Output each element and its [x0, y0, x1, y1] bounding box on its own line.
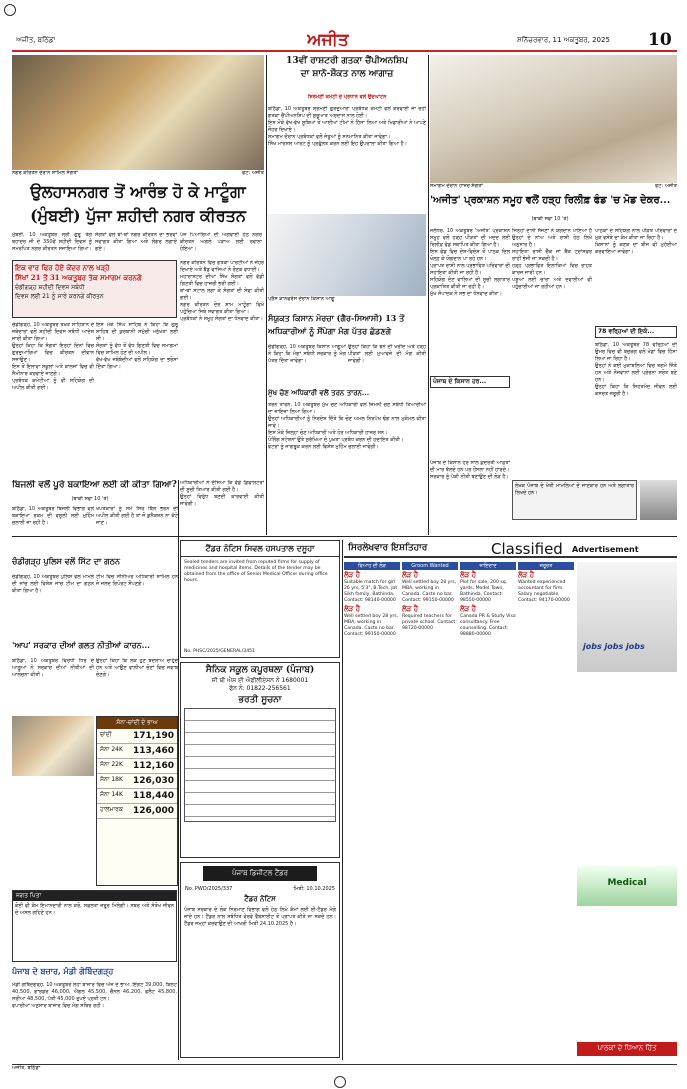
gold-rate-row — [97, 759, 177, 774]
gold-rate-label: ਚਾਂਦੀ — [100, 731, 112, 738]
cls-ad: Suitable match for girl 26 yrs, 5'3", B.Tech, Jat Sikh family, Bathinda. Contact: 98140-00000 — [344, 580, 398, 603]
page-number: 10 — [648, 30, 672, 50]
procession-photo — [12, 55, 264, 170]
gold-rate-row — [97, 744, 177, 759]
left-body-b: ਸੰਗਤਾਂ ਵਲੋਂ ਥਾਂ-ਥਾਂ ਨਗਰ ਕੀਰਤਨ ਦਾ ਭਰਵਾਂ ਸਵਾਗਤ ਕੀਤਾ ਗਿਆ ਅਤੇ ਲੰਗਰ ਲਗਾਏ ਗਏ। — [95, 232, 177, 252]
right-col-3b: ਬਠਿੰਡਾ, 10 ਅਕਤੂਬਰ 78 ਵਰ੍ਹਿਆਂ ਦੀ ਉਮਰ ਵਿਚ ਵੀ ਬਜ਼ੁਰਗ ਵਲੋਂ ਖੇਡਾਂ ਵਿਚ ਹਿੱਸਾ ਲਿਆ ਜਾ ਰਿਹਾ ਹੈ। ਉਨ੍ਹਾਂ ਨੇ ਕਈ ਮੁਕਾਬਲਿਆਂ ਵਿਚ ਤਗਮੇ ਜਿੱਤੇ ਹਨ ਅਤੇ ਨੌਜਵਾਨਾਂ ਲਈ ਪ੍ਰੇਰਨਾ ਸਰੋਤ ਬਣੇ ਹਨ। ਉਨ੍ਹਾਂ ਕਿਹਾ ਕਿ ਸਿਹਤਮੰਦ ਜੀਵਨ ਲਈ ਕਸਰਤ ਜ਼ਰੂਰੀ ਹੈ। — [595, 342, 677, 397]
headline-line1: 13ਵੀਂ ਰਾਸ਼ਟਰੀ ਗਤਕਾ ਚੈਂਪੀਅਨਸ਼ਿਪ — [286, 56, 408, 66]
headline-line2: ਦਾ ਸ਼ਾਨੋ-ਸ਼ੌਕਤ ਨਾਲ ਆਗਾਜ਼ — [300, 69, 394, 79]
gold-rate-label: ਸੋਨਾ 24K — [100, 746, 123, 753]
press-photo — [268, 214, 426, 296]
cls-tag: ਲੋੜ ਹੈ — [460, 570, 477, 579]
small-head-kisan: ਪੰਜਾਬ ਦੇ ਕਿਸਾਨ ਹਰ... — [430, 376, 510, 388]
registration-mark — [4, 4, 16, 16]
small-head-78: 78 ਵਰ੍ਹਿਆਂ ਦੀ ਇਕੋ... — [595, 326, 677, 338]
classified-english-title: Classified — [491, 540, 563, 558]
gold-rate-value: 113,460 — [133, 746, 174, 756]
cls-ad: Plot for sale, 200 sq. yards, Model Town, Bathinda. Contact: 98550-00000 — [460, 580, 508, 603]
photo-caption — [12, 170, 264, 178]
left-col-1: ਚੰਡੀਗੜ੍ਹ, 10 ਅਕਤੂਬਰ ਤਖ਼ਤ ਸਾਹਿਬਾਨ ਦੇ ਜਥੇਦਾਰਾਂ ਵਲੋਂ ਸ਼ਹੀਦੀ ਦਿਵਸ ਸਬੰਧੀ ਆਦੇਸ਼ ਜਾਰੀ ਕੀਤਾ ਗਿਆ। ਉਨ੍ਹਾਂ ਕਿਹਾ ਕਿ ਸੰਗਤਾਂ ਇਨ੍ਹਾਂ ਦਿਨਾਂ ਵਿਚ ਗੁਰਦੁਆਰਿਆਂ ਵਿਚ ਕੀਰਤਨ ਦੀਵਾਨ ਸਜਾਉਣ। ਇਸ ਤੋਂ ਇਲਾਵਾ ਸਕੂਲਾਂ ਅਤੇ ਕਾਲਜਾਂ ਵਿਚ ਵੀ ਸੈਮੀਨਾਰ ਕਰਵਾਏ ਜਾਣਗੇ। ਪ੍ਰਬੰਧਕ ਕਮੇਟੀਆਂ ਨੂੰ ਵੀ ਸਹਿਯੋਗ ਦੀ ਅਪੀਲ ਕੀਤੀ ਗਈ। — [12, 322, 94, 391]
jagat-pita-box: ਜਗਤ ਪਿਤਾ ਕੋਈ ਵੀ ਕੰਮ ਇਮਾਨਦਾਰੀ ਨਾਲ ਕਰੋ, ਸਫਲਤਾ ਜ਼ਰੂਰ ਮਿਲੇਗੀ। ਸਬਰ ਅਤੇ ਸੰਤੋਖ ਜੀਵਨ ਦੇ ਅਸਲ ਗਹਿਣੇ ਹਨ। — [12, 890, 177, 962]
column-rule — [178, 480, 179, 1060]
caption-text: ਸਮਾਗਮ ਦੌਰਾਨ ਹਾਜ਼ਰ ਸੰਗਤਾਂ — [430, 183, 483, 189]
jobs-logo: jobs jobs jobs — [583, 642, 645, 651]
col-head: Groom Wanted — [402, 562, 458, 570]
classified-english-sub: Advertisement — [572, 545, 639, 554]
gold-rate-label: ਸੋਨਾ 22K — [100, 761, 123, 768]
left-col-2: ਇਸ ਮੌਕੇ ਸਿੰਘ ਸਾਹਿਬ ਨੇ ਕਿਹਾ ਕਿ ਗੁਰੂ ਸਾਹਿਬ ਦੀ ਕੁਰਬਾਨੀ ਸਮੁੱਚੀ ਮਨੁੱਖਤਾ ਲਈ ਸੀ। ਸੰਗਤਾਂ ਨੂੰ ਵੱਧ ਤੋਂ ਵੱਧ ਗਿਣਤੀ ਵਿਚ ਸਮਾਗਮਾਂ ਵਿਚ ਸ਼ਾਮਿਲ ਹੋਣ ਦੀ ਅਪੀਲ। ਵੱਖ-ਵੱਖ ਜਥੇਬੰਦੀਆਂ ਵਲੋਂ ਸਹਿਯੋਗ ਦਾ ਭਰੋਸਾ ਦਿੱਤਾ ਗਿਆ। — [96, 322, 178, 370]
right-photo-caption — [430, 183, 677, 191]
gold-rate-label: ਸੋਨਾ 14K — [100, 791, 123, 798]
classified-header — [344, 540, 677, 558]
bijli-body-a: ਬਠਿੰਡਾ, 10 ਅਕਤੂਬਰ ਬਿਜਲੀ ਵਿਭਾਗ ਵਲੋਂ ਬਕਾਇਆ ਰਕਮ ਦੀ ਵਸੂਲੀ ਲਈ ਮੁਹਿੰਮ ਚਲਾਈ ਜਾ ਰਹੀ ਹੈ। — [12, 506, 94, 526]
farmers-body-a: ਚੰਡੀਗੜ੍ਹ, 10 ਅਕਤੂਬਰ ਕਿਸਾਨ ਆਗੂਆਂ ਨੇ ਕਿਹਾ ਕਿ ਮੰਗਾਂ ਸਬੰਧੀ ਸਰਕਾਰ ਨੂੰ ਮੰਗ ਪੱਤਰ ਦਿੱਤਾ ਜਾਵੇਗਾ। — [268, 344, 346, 364]
gold-rate-row — [97, 789, 177, 804]
cls-ad: Well settled boy 28 yrs, MBA, working in Canada. Caste no bar. Contact: 99150-00000 — [402, 580, 457, 603]
column-rule — [428, 55, 429, 535]
headline-line1: ਸੰਯੁਕਤ ਕਿਸਾਨ ਮੋਰਚਾ (ਗੈਰ-ਸਿਆਸੀ) 13 ਤੋਂ — [268, 313, 405, 323]
gold-box-title: ਸੋਨਾ-ਚਾਂਦੀ ਦੇ ਭਾਅ — [97, 717, 177, 729]
classified-col-2 — [402, 562, 458, 1042]
box-title: ਜਗਤ ਪਿਤਾ — [13, 891, 176, 901]
gold-rate-row — [97, 804, 177, 819]
small-head-aap: 'ਆਪ' ਸਰਕਾਰ ਦੀਆਂ ਗਲਤ ਨੀਤੀਆਂ ਕਾਰਨ... — [12, 640, 150, 650]
digital-footer: ਟੈਂਡਰ ਨੋਟਿਸ — [244, 894, 276, 903]
tender-ref: No. PHSC/2025/GENERAL/3451 — [184, 649, 255, 654]
column-rule — [266, 55, 267, 535]
section-label: ਅਜੀਤ, ਬਠਿੰਡਾ — [16, 36, 56, 44]
center-headline — [268, 55, 426, 93]
school-section: ਭਰਤੀ ਸੂਚਨਾ — [238, 695, 282, 705]
right-col-3: ਪਾਠਕਾਂ ਦੇ ਸਹਿਯੋਗ ਨਾਲ ਪੀੜਤ ਪਰਿਵਾਰਾਂ ਦੇ ਮੁੜ ਵਸੇਬੇ ਦਾ ਕੰਮ ਕੀਤਾ ਜਾ ਰਿਹਾ ਹੈ। ਕਿਸਾਨਾਂ ਨੂੰ ਕਣਕ ਦਾ ਬੀਜ ਵੀ ਮੁਹੱਈਆ ਕਰਵਾਇਆ ਜਾਵੇਗਾ। — [595, 228, 677, 255]
medical-label: Medical — [607, 878, 647, 888]
press-caption: ਪ੍ਰੈਸ ਕਾਨਫਰੰਸ ਦੌਰਾਨ ਕਿਸਾਨ ਆਗੂ — [268, 296, 335, 302]
school-ad — [180, 662, 340, 858]
credit-text: ਫੋਟੋ: ਅਜੀਤ — [241, 170, 264, 176]
center-subhead: ਸ਼ਿਰੋਮਣੀ ਕਮੇਟੀ ਦੇ ਪ੍ਰਧਾਨ ਵਲੋਂ ਉਦਘਾਟਨ — [307, 94, 387, 100]
cls-tag: ਲੋੜ ਹੈ — [402, 570, 419, 579]
row-rule — [12, 536, 677, 537]
digital-ref: No. PWD/2025/337 — [185, 886, 233, 892]
gathering-photo — [430, 55, 677, 183]
right-col-1: ਜਲੰਧਰ, 10 ਅਕਤੂਬਰ 'ਅਜੀਤ' ਪ੍ਰਕਾਸ਼ਨ ਸਮੂਹ ਵਲੋਂ ਹੜ੍ਹ ਪੀੜਤਾਂ ਦੀ ਮਦਦ ਲਈ ਰਿਲੀਫ਼ ਫੰਡ ਸਥਾਪਿਤ ਕੀਤਾ ਗਿਆ ਹੈ। ਇਸ ਫੰਡ ਵਿਚ ਦੇਸ਼-ਵਿਦੇਸ਼ ਤੋਂ ਪਾਠਕ ਦਿਲ ਖੋਲ੍ਹ ਕੇ ਯੋਗਦਾਨ ਪਾ ਰਹੇ ਹਨ। ਪ੍ਰਾਪਤ ਰਾਸ਼ੀ ਨਾਲ ਪ੍ਰਭਾਵਿਤ ਪਰਿਵਾਰਾਂ ਦੀ ਸਹਾਇਤਾ ਕੀਤੀ ਜਾ ਰਹੀ ਹੈ। ਸਹਿਯੋਗ ਦੇਣ ਵਾਲਿਆਂ ਦੀ ਸੂਚੀ ਲਗਾਤਾਰ ਪ੍ਰਕਾਸ਼ਿਤ ਕੀਤੀ ਜਾ ਰਹੀ ਹੈ। ਮੁੱਖ ਸੰਪਾਦਕ ਨੇ ਸਭ ਦਾ ਧੰਨਵਾਦ ਕੀਤਾ। — [430, 228, 510, 297]
recruitment-table — [184, 708, 336, 822]
columnist-box: ਲੇਖਕ ਪੰਜਾਬ ਦੇ ਖੇਤੀ ਮਾਮਲਿਆਂ ਦੇ ਜਾਣਕਾਰ ਹਨ ਅਤੇ ਲਗਾਤਾਰ ਲਿਖਦੇ ਹਨ। — [512, 480, 637, 520]
farmers-body-b: ਉਨ੍ਹਾਂ ਕਿਹਾ ਕਿ ਝੋਨੇ ਦੀ ਖਰੀਦ ਅਤੇ ਹੜ੍ਹ ਪੀੜਤਾਂ ਲਈ ਮੁਆਵਜ਼ੇ ਦੀ ਮੰਗ ਕੀਤੀ ਜਾਵੇਗੀ। — [348, 344, 426, 364]
headline-line2: (ਮੁੰਬਈ) ਪੁੱਜਾ ਸ਼ਹੀਦੀ ਨਗਰ ਕੀਰਤਨ — [30, 206, 246, 225]
gold-rate-value: 112,160 — [133, 761, 174, 771]
center-lower-body: ਤਰਨ ਤਾਰਨ, 10 ਅਕਤੂਬਰ ਮੁੱਖ ਚੋਣ ਅਧਿਕਾਰੀ ਵਲੋਂ ਜ਼ਿਮਨੀ ਚੋਣ ਸਬੰਧੀ ਤਿਆਰੀਆਂ ਦਾ ਜਾਇਜ਼ਾ ਲਿਆ ਗਿਆ। ਉਨ੍ਹਾਂ ਅਧਿਕਾਰੀਆਂ ਨੂੰ ਨਿਰਦੇਸ਼ ਦਿੱਤੇ ਕਿ ਚੋਣ ਅਮਲ ਨਿਰਪੱਖ ਢੰਗ ਨਾਲ ਮੁਕੰਮਲ ਕੀਤਾ ਜਾਵੇ। ਇਸ ਮੌਕੇ ਜ਼ਿਲ੍ਹਾ ਚੋਣ ਅਧਿਕਾਰੀ ਅਤੇ ਹੋਰ ਅਧਿਕਾਰੀ ਹਾਜ਼ਰ ਸਨ। ਪੋਲਿੰਗ ਸਟੇਸ਼ਨਾਂ ਉਤੇ ਸੁਰੱਖਿਆ ਦੇ ਪੁਖ਼ਤਾ ਪ੍ਰਬੰਧ ਕਰਨ ਦੀ ਹਦਾਇਤ ਕੀਤੀ। ਵੋਟਰਾਂ ਨੂੰ ਜਾਗਰੂਕ ਕਰਨ ਲਈ ਵਿਸ਼ੇਸ਼ ਮੁਹਿੰਮ ਚਲਾਈ ਜਾਵੇਗੀ। — [268, 402, 426, 450]
caption-text: ਨਗਰ ਕੀਰਤਨ ਦੌਰਾਨ ਸ਼ਾਮਿਲ ਸੰਗਤਾਂ — [12, 170, 78, 176]
tender-body: Sealed tenders are invited from reputed firms for supply of medicines and hospital items. Details of the tender may be obtained from the office of Senior Medical Officer during office hours. — [184, 560, 328, 583]
small-head-bijli: ਬਿਜਲੀ ਵਲੋਂ ਪੂਰੇ ਬਕਾਇਆ ਲਈ ਕੀ ਕੀਤਾ ਗਿਆ? — [12, 480, 177, 490]
tender-title: ਟੈਂਡਰ ਨੋਟਿਸ ਸਿਵਲ ਹਸਪਤਾਲ ਦਸੂਹਾ — [181, 541, 339, 557]
cls-tag: ਲੋੜ ਹੈ — [460, 604, 477, 613]
gold-rate-value: 118,440 — [133, 791, 174, 801]
left-body-c: ਪੰਜ ਪਿਆਰਿਆਂ ਦੀ ਅਗਵਾਈ ਹੇਠ ਨਗਰ ਕੀਰਤਨ ਅਗਲੇ ਪੜਾਅ ਲਈ ਰਵਾਨਾ ਹੋਇਆ। — [180, 232, 262, 252]
cls-ad: Canada PR & Study Visa consultancy. Free counselling. Contact: 98880-00000 — [460, 614, 516, 637]
relief-headline: 'ਅਜੀਤ' ਪ੍ਰਕਾਸ਼ਨ ਸਮੂਹ ਵਲੋਂ ਹੜ੍ਹ ਰਿਲੀਫ਼ ਫੰਡ 'ਚ ਮੋਡ ਦੇਕਰ... — [430, 195, 671, 206]
gold-rate-value: 126,000 — [133, 806, 174, 816]
cls-tag: ਲੋੜ ਹੈ — [344, 604, 361, 613]
red-box-line3: ਚੰਡੀਗੜ੍ਹ ਸ਼ਹੀਦੀ ਦਿਵਸ ਸਬੰਧੀ — [15, 284, 85, 291]
credit-text: ਫੋਟੋ: ਅਜੀਤ — [654, 183, 677, 189]
cls-ad: Required teachers for private school. Contact: 98720-00000 — [402, 614, 457, 631]
headline-line2: ਅਧਿਕਾਰੀਆਂ ਨੂੰ ਸੌਂਪੇਗਾ ਮੰਗ ਪੱਤਰ ਛੱਡਣਗੇ — [268, 326, 392, 336]
gold-rate-value: 126,030 — [133, 776, 174, 786]
aap-body-a: ਬਠਿੰਡਾ, 10 ਅਕਤੂਬਰ ਵਿਰੋਧੀ ਧਿਰ ਦੇ ਆਗੂਆਂ ਨੇ ਸਰਕਾਰ ਦੀਆਂ ਨੀਤੀਆਂ ਦੀ ਆਲੋਚਨਾ ਕੀਤੀ। — [12, 658, 94, 678]
continued-note: (ਬਾਕੀ ਸਫਾ 10 'ਤੇ) — [531, 216, 569, 222]
chandigarh-body-a: ਚੰਡੀਗੜ੍ਹ, 10 ਅਕਤੂਬਰ ਪੁਲਿਸ ਵਲੋਂ ਮਾਮਲੇ ਦੀ ਜਾਂਚ ਲਈ ਵਿਸ਼ੇਸ਼ ਜਾਂਚ ਟੀਮ ਦਾ ਗਠਨ ਕੀਤਾ ਗਿਆ ਹੈ। — [12, 574, 94, 594]
headline-line1: ਉਲਹਾਸਨਗਰ ਤੋਂ ਆਰੰਭ ਹੋ ਕੇ ਮਾਟੂੰਗਾ — [30, 182, 246, 201]
digital-date: ਮਿਤੀ: 10.10.2025 — [293, 886, 335, 892]
medical-graphic — [577, 866, 677, 906]
red-box-line4: ਦਿਵਸ ਲਈ 21 ਨੂੰ ਸਾਰੇ ਕਰਨਗੇ ਕੀਰਤਨ — [15, 293, 104, 300]
left-body-a: ਮੁੰਬਈ, 10 ਅਕਤੂਬਰ ਸ੍ਰੀ ਗੁਰੂ ਤੇਗ ਬਹਾਦਰ ਜੀ ਦੇ 350ਵੇਂ ਸ਼ਹੀਦੀ ਦਿਵਸ ਨੂੰ ਸਮਰਪਿਤ ਨਗਰ ਕੀਰਤਨ ਸਜਾਇਆ ਗਿਆ। — [12, 232, 92, 252]
right-col-lower-1: ਪੰਜਾਬ ਦੇ ਕਿਸਾਨ ਹਰ ਸਾਲ ਕੁਦਰਤੀ ਆਫ਼ਤਾਂ ਦੀ ਮਾਰ ਝੱਲਦੇ ਹਨ ਪਰ ਹੌਸਲਾ ਨਹੀਂ ਹਾਰਦੇ। ਸਰਕਾਰ ਨੂੰ ਪੱਕੀ ਨੀਤੀ ਬਣਾਉਣ ਦੀ ਲੋੜ ਹੈ। — [430, 460, 510, 480]
classified-col-4 — [518, 562, 574, 1042]
school-title: ਸੈਨਿਕ ਸਕੂਲ ਕਪੂਰਥਲਾ (ਪੰਜਾਬ) — [205, 665, 315, 675]
cont-note: (ਬਾਕੀ ਸਫਾ 10 'ਤੇ) — [71, 496, 109, 502]
small-head-bazar: ਪੰਜਾਬ ਦੇ ਬਜ਼ਾਰ, ਮੰਡੀ ਗੋਬਿੰਦਗੜ੍ਹ — [12, 966, 114, 976]
top-story-headline — [12, 180, 264, 230]
gold-rate-value: 171,190 — [133, 731, 174, 741]
classified-col-3 — [460, 562, 516, 1042]
aap-body-b: ਉਨ੍ਹਾਂ ਕਿਹਾ ਕਿ ਲੋਕ ਹੁਣ ਬਦਲਾਅ ਚਾਹੁੰਦੇ ਹਨ ਅਤੇ ਆਉਣ ਵਾਲੀਆਂ ਚੋਣਾਂ ਵਿਚ ਜਵਾਬ ਦੇਣਗੇ। — [96, 658, 178, 678]
digital-title: ਪੰਜਾਬ ਡਿਜੀਟਲ ਟੈਂਡਰ — [203, 866, 317, 881]
footer-tag: ਅਜੀਤ, ਬਠਿੰਡਾ — [12, 1065, 41, 1071]
cls-tag: ਲੋੜ ਹੈ — [344, 570, 361, 579]
school-phone: ਫੋਨ ਨੰ: 01822-256561 — [229, 685, 291, 692]
school-subtitle: ਸੀ ਬੀ ਐਸ ਈ ਐਫੀਲੀਏਸ਼ਨ ਨੰ 1680001 — [211, 677, 309, 684]
cls-ad: Wanted experienced accountant for firm. Salary negotiable. Contact: 94170-00000 — [518, 580, 570, 603]
cls-tag: ਲੋੜ ਹੈ — [518, 570, 535, 579]
gold-rate-row — [97, 729, 177, 744]
bijli-body-b: ਖਪਤਕਾਰਾਂ ਨੂੰ ਸਮੇਂ ਸਿਰ ਬਿੱਲ ਭਰਨ ਦੀ ਅਪੀਲ ਕੀਤੀ ਗਈ ਹੈ ਤਾਂ ਜੋ ਕੁਨੈਕਸ਼ਨ ਨਾ ਕੱਟੇ ਜਾਣ। — [96, 506, 178, 526]
gold-rate-row — [97, 774, 177, 789]
bijli-body-c: ਅਧਿਕਾਰੀਆਂ ਨੇ ਦੱਸਿਆ ਕਿ ਵੱਡੇ ਡਿਫਾਲਟਰਾਂ ਦੀ ਸੂਚੀ ਤਿਆਰ ਕੀਤੀ ਗਈ ਹੈ। ਉਨ੍ਹਾਂ ਵਿਰੁੱਧ ਬਣਦੀ ਕਾਰਵਾਈ ਕੀਤੀ ਜਾਵੇਗੀ। — [180, 480, 264, 507]
farmers-headline — [268, 312, 426, 342]
bottom-notice: ਪਾਠਕਾਂ ਦੇ ਧਿਆਨ ਹਿੱਤ — [577, 1042, 677, 1056]
column-rule — [342, 540, 343, 1060]
red-box-line1: ਇਕ ਵਾਰ ਫਿਰ ਹੋਏ ਕੇਂਦਰ ਨਾਲ ਖੜ੍ਹੇ — [15, 263, 110, 272]
cls-tag: ਲੋੜ ਹੈ — [402, 604, 419, 613]
tender-notice — [180, 540, 340, 658]
red-box-line2: ਸਿੱਖਾਂ 21 ਤੋਂ 31 ਅਕਤੂਬਰ ਤੱਕ ਸਮਾਗਮ ਕਰਨਗੇ — [15, 273, 142, 282]
columnist-photo — [640, 480, 677, 520]
small-head-chandigarh: ਚੰਡੀਗੜ੍ਹ ਪੁਲਿਸ ਵਲੋਂ ਸਿੱਟ ਦਾ ਗਠਨ — [12, 556, 120, 566]
masthead — [12, 30, 677, 52]
right-col-2: ਜਿਨ੍ਹਾਂ ਦਾਨੀ ਸੱਜਣਾਂ ਨੇ ਯੋਗਦਾਨ ਪਾਇਆ ਹੈ ਉਨ੍ਹਾਂ ਦੇ ਨਾਂਅ ਅਤੇ ਰਾਸ਼ੀ ਹੇਠ ਲਿਖੇ ਅਨੁਸਾਰ ਹੈ। ਸਹਾਇਤਾ ਰਾਸ਼ੀ ਚੈੱਕ ਜਾਂ ਬੈਂਕ ਟ੍ਰਾਂਸਫਰ ਰਾਹੀਂ ਭੇਜੀ ਜਾ ਸਕਦੀ ਹੈ। ਹੜ੍ਹ ਪ੍ਰਭਾਵਿਤ ਇਲਾਕਿਆਂ ਵਿਚ ਰਾਹਤ ਕਾਰਜ ਜਾਰੀ ਹਨ। ਪਸ਼ੂਆਂ ਲਈ ਚਾਰਾ ਅਤੇ ਦਵਾਈਆਂ ਵੀ ਪਹੁੰਚਾਈਆਂ ਜਾ ਰਹੀਆਂ ਹਨ। — [512, 228, 592, 290]
col-head: ਜਾਇਦਾਦ — [460, 562, 516, 570]
jobs-graphic — [577, 562, 677, 672]
gold-rate-label: ਹਾਲਮਾਰਕ — [100, 806, 123, 813]
left-col-3: ਨਗਰ ਕੀਰਤਨ ਵਿਚ ਗਤਕਾ ਪਾਰਟੀਆਂ ਨੇ ਜੌਹਰ ਦਿਖਾਏ ਅਤੇ ਬੈਂਡ ਵਾਜਿਆਂ ਨੇ ਰੌਣਕ ਵਧਾਈ। ਮਹਾਰਾਸ਼ਟਰ ਦੀਆਂ ਸਿੱਖ ਸੰਗਤਾਂ ਵਲੋਂ ਵੱਡੀ ਗਿਣਤੀ ਵਿਚ ਹਾਜ਼ਰੀ ਭਰੀ ਗਈ। ਥਾਂ-ਥਾਂ ਸਟਾਲ ਲਗਾ ਕੇ ਸੰਗਤਾਂ ਦੀ ਸੇਵਾ ਕੀਤੀ ਗਈ। ਨਗਰ ਕੀਰਤਨ ਦੇਰ ਸ਼ਾਮ ਮਾਟੂੰਗਾ ਵਿਖੇ ਪਹੁੰਚਿਆ ਜਿਥੇ ਸਵਾਗਤ ਕੀਤਾ ਗਿਆ। ਪ੍ਰਬੰਧਕਾਂ ਨੇ ਸਮੂਹ ਸੰਗਤਾਂ ਦਾ ਧੰਨਵਾਦ ਕੀਤਾ। — [180, 260, 264, 322]
small-head-election: ਮੁੱਖ ਚੋਣ ਅਧਿਕਾਰੀ ਵਲੋਂ ਤਰਨ ਤਾਰਨ... — [268, 388, 370, 397]
gold-rate-label: ਸੋਨਾ 18K — [100, 776, 123, 783]
classified-punjabi-title: ਸਿਰਲੇਖਵਾਰ ਇਸ਼ਤਿਹਾਰ — [348, 543, 428, 553]
registration-mark — [334, 1076, 346, 1088]
date: ਸ਼ਨਿੱਚਰਵਾਰ, 11 ਅਕਤੂਬਰ, 2025 — [517, 36, 610, 44]
logo: ਅਜੀਤ — [307, 30, 349, 50]
punjab-digital-ad: ਪੰਜਾਬ ਡਿਜੀਟਲ ਟੈਂਡਰ No. PWD/2025/337 ਮਿਤੀ: 10.10.2025 ਟੈਂਡਰ ਨੋਟਿਸ ਪੰਜਾਬ ਸਰਕਾਰ ਦੇ ਲੋਕ ਨਿਰਮਾਣ ਵਿਭਾਗ ਵਲੋਂ ਹੇਠ ਲਿਖੇ ਕੰਮਾਂ ਲਈ ਈ-ਟੈਂਡਰ ਮੰਗੇ ਜਾਂਦੇ ਹਨ। ਟੈਂਡਰ ਨਾਲ ਸਬੰਧਿਤ ਵੇਰਵੇ ਵੈੱਬਸਾਈਟ ਤੋਂ ਪ੍ਰਾਪਤ ਕੀਤੇ ਜਾ ਸਕਦੇ ਹਨ। ਟੈਂਡਰ ਜਮ੍ਹਾਂ ਕਰਵਾਉਣ ਦੀ ਆਖਰੀ ਮਿਤੀ 24.10.2025 ਹੈ। — [180, 862, 340, 1058]
footer — [12, 1064, 677, 1074]
jewel-photo — [12, 716, 94, 776]
center-body: ਬਠਿੰਡਾ, 10 ਅਕਤੂਬਰ ਸ਼੍ਰੋਮਣੀ ਗੁਰਦੁਆਰਾ ਪ੍ਰਬੰਧਕ ਕਮੇਟੀ ਵਲੋਂ ਕਰਵਾਈ ਜਾ ਰਹੀ ਗਤਕਾ ਚੈਂਪੀਅਨਸ਼ਿਪ ਦੀ ਸ਼ੁਰੂਆਤ ਅਰਦਾਸ ਨਾਲ ਹੋਈ। ਇਸ ਮੌਕੇ ਵੱਖ-ਵੱਖ ਸੂਬਿਆਂ ਤੋਂ ਆਈਆਂ ਟੀਮਾਂ ਨੇ ਹਿੱਸਾ ਲਿਆ ਅਤੇ ਖਿਡਾਰੀਆਂ ਨੇ ਆਪਣੇ ਜੌਹਰ ਦਿਖਾਏ। ਸਮਾਗਮ ਦੌਰਾਨ ਪ੍ਰਬੰਧਕਾਂ ਵਲੋਂ ਜੇਤੂਆਂ ਨੂੰ ਸਨਮਾਨਿਤ ਕੀਤਾ ਜਾਵੇਗਾ। ਸਿੱਖ ਮਾਰਸ਼ਲ ਆਰਟ ਨੂੰ ਪ੍ਰਫੁੱਲਤ ਕਰਨ ਲਈ ਇਹ ਉਪਰਾਲਾ ਕੀਤਾ ਗਿਆ ਹੈ। — [268, 106, 426, 147]
classified-col-1 — [344, 562, 400, 1042]
col-head: ਵਿਆਹ ਦੀ ਲੋੜ — [344, 562, 400, 570]
red-box — [12, 260, 177, 318]
bazar-body: ਮੰਡੀ ਗੋਬਿੰਦਗੜ੍ਹ, 10 ਅਕਤੂਬਰ ਲੋਹਾ ਬਾਜ਼ਾਰ ਵਿਚ ਅੱਜ ਦੇ ਭਾਅ: ਇੰਗਟ 39,000, ਬਿਲਟ 40,500, ਗਾਰਡਰ 46,000, ਐਂਗਲ 45,500, ਚੈਨਲ 46,200, ਫਲੈਟ 45,800, ਸਰੀਆ 48,500, ਪੱਤੀ 45,000 ਰੁਪਏ ਪ੍ਰਤੀ ਟਨ। ਵਪਾਰੀਆਂ ਅਨੁਸਾਰ ਬਾਜ਼ਾਰ ਵਿਚ ਮੰਗ ਸਥਿਰ ਰਹੀ। — [12, 982, 177, 1009]
gold-rate-box — [96, 716, 178, 886]
cls-ad: Well settled boy 28 yrs, MBA, working in Canada. Caste no bar. Contact: 99150-00000 — [344, 614, 399, 637]
col-head: ਜ਼ਰੂਰਤ — [518, 562, 574, 570]
chandigarh-body-b: ਟੀਮ ਵਿਚ ਸੀਨੀਅਰ ਅਧਿਕਾਰੀ ਸ਼ਾਮਿਲ ਹਨ ਜੋ ਜਲਦ ਰਿਪੋਰਟ ਸੌਂਪਣਗੇ। — [96, 574, 178, 587]
